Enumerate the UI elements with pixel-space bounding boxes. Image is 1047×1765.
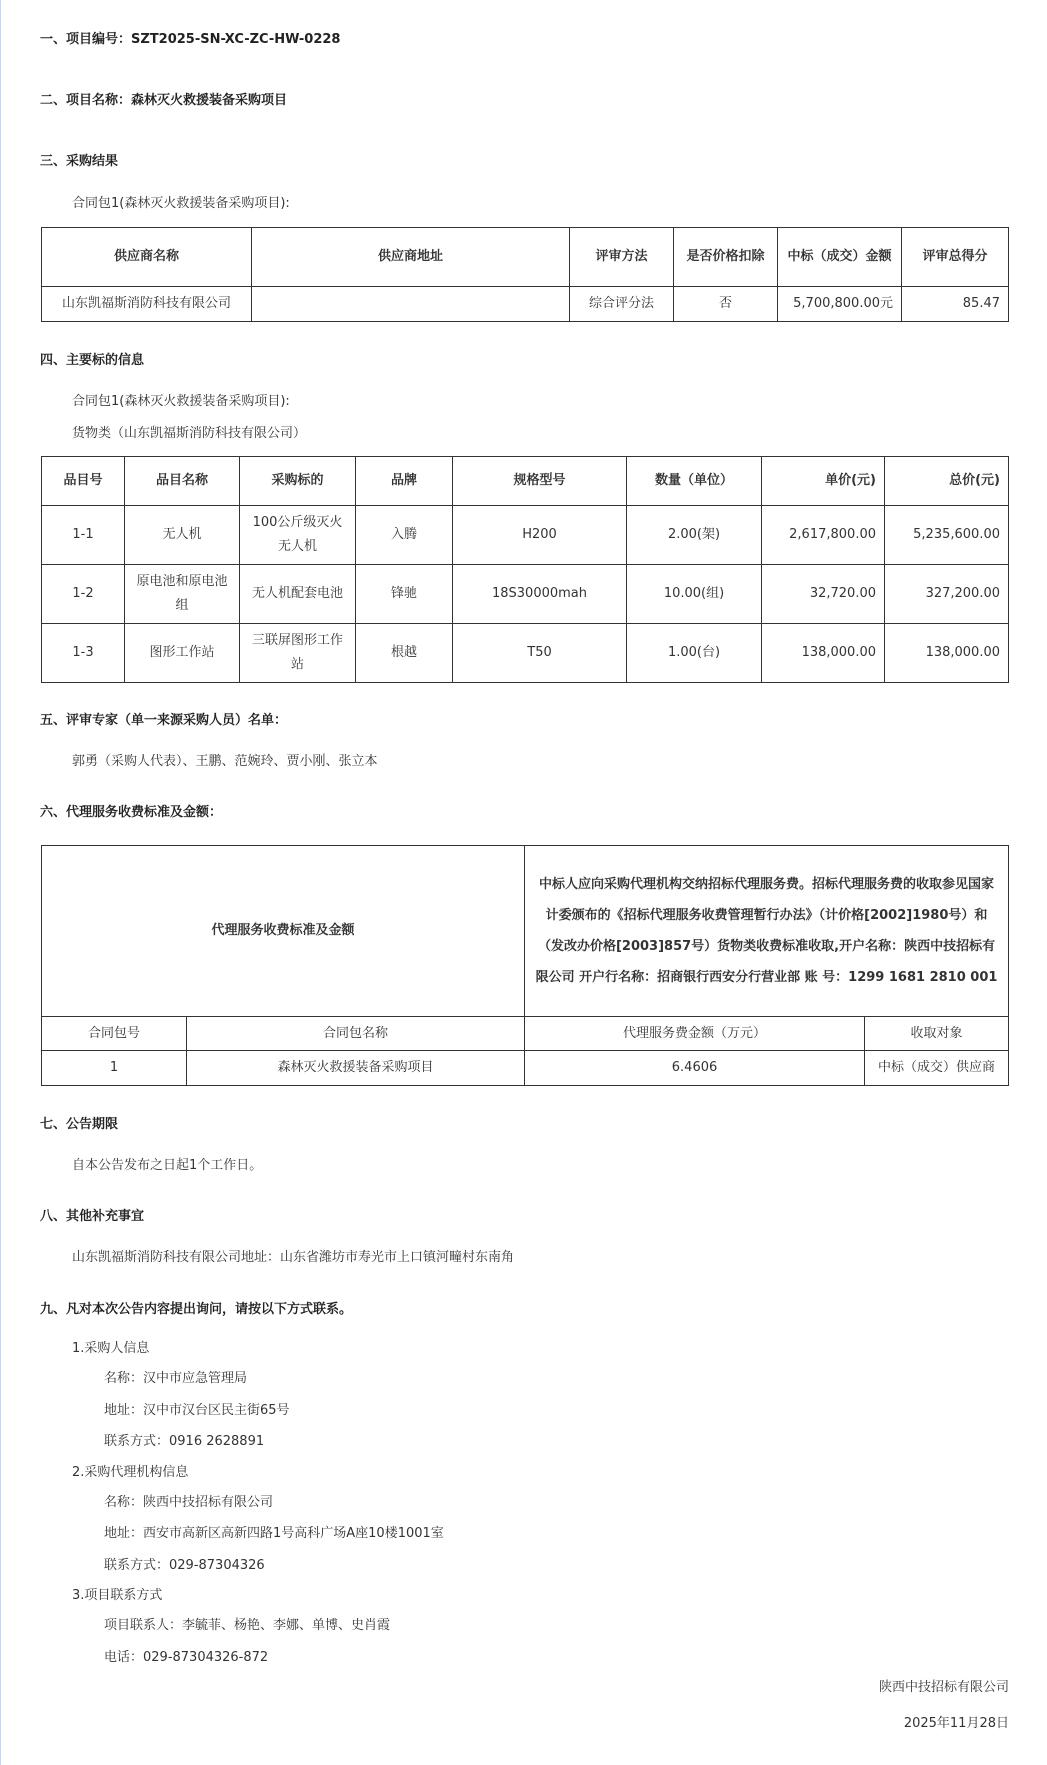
fee-amount: 6.4606 [525, 1051, 865, 1086]
items-header: 数量（单位） [627, 457, 762, 506]
item-brand: 入腾 [356, 506, 453, 565]
bid-amount: 5,700,800.00元 [778, 287, 902, 322]
items-header: 品目名称 [125, 457, 240, 506]
fee-package-name: 森林灭火救援装备采购项目 [187, 1051, 525, 1086]
fee-package-number: 1 [42, 1051, 187, 1086]
item-total-price: 138,000.00 [885, 624, 1009, 683]
footer-organization: 陕西中技招标有限公司 [878, 1680, 1009, 1695]
project-name: 二、项目名称：森林灭火救援装备采购项目 [40, 93, 288, 108]
item-model: 18S30000mah [453, 565, 627, 624]
footer-date: 2025年11月28日 [903, 1716, 1009, 1731]
supplement-text: 山东凯福斯消防科技有限公司地址：山东省潍坊市寿光市上口镇河疃村东南角 [72, 1250, 515, 1265]
purchaser-title: 1.采购人信息 [72, 1341, 150, 1356]
item-name: 原电池和原电池组 [125, 565, 240, 624]
item-model: H200 [453, 506, 627, 565]
items-header-row [42, 457, 1009, 506]
result-header: 中标（成交）金额 [778, 228, 902, 287]
purchaser-address: 地址：汉中市汉台区民主街65号 [104, 1403, 290, 1418]
item-number: 1-3 [42, 624, 125, 683]
table-row [42, 565, 1009, 624]
item-quantity: 10.00(组) [627, 565, 762, 624]
review-method: 综合评分法 [570, 287, 674, 322]
project-number: 一、项目编号：SZT2025-SN-XC-ZC-HW-0228 [40, 32, 341, 47]
fee-payer: 中标（成交）供应商 [865, 1051, 1009, 1086]
fee-header-row [42, 1017, 1009, 1051]
item-target: 三联屏图形工作站 [240, 624, 356, 683]
items-category-label: 货物类（山东凯福斯消防科技有限公司） [72, 426, 307, 441]
items-header: 品目号 [42, 457, 125, 506]
result-header: 供应商名称 [42, 228, 252, 287]
result-header: 评审方法 [570, 228, 674, 287]
item-total-price: 5,235,600.00 [885, 506, 1009, 565]
project-contact-phone: 电话：029-87304326-872 [104, 1650, 269, 1665]
table-row [42, 624, 1009, 683]
table-row [42, 506, 1009, 565]
item-target: 无人机配套电池 [240, 565, 356, 624]
fee-header: 合同包号 [42, 1017, 187, 1051]
project-contact-title: 3.项目联系方式 [72, 1588, 163, 1603]
fee-header: 合同包名称 [187, 1017, 525, 1051]
items-header: 品牌 [356, 457, 453, 506]
section-experts-title: 五、评审专家（单一来源采购人员）名单： [40, 713, 288, 728]
section-fee-title: 六、代理服务收费标准及金额： [40, 805, 223, 820]
item-unit-price: 138,000.00 [762, 624, 885, 683]
experts-list: 郭勇（采购人代表）、王鹏、范婉玲、贾小刚、张立本 [72, 754, 378, 769]
fee-table [41, 845, 1009, 1086]
section-contact-title: 九、凡对本次公告内容提出询问，请按以下方式联系。 [40, 1302, 353, 1317]
price-deduction: 否 [674, 287, 778, 322]
item-model: T50 [453, 624, 627, 683]
agency-name: 名称：陕西中技招标有限公司 [104, 1495, 274, 1510]
supplier-address [252, 287, 570, 322]
item-target: 100公斤级灭火无人机 [240, 506, 356, 565]
purchaser-phone: 联系方式：0916 2628891 [104, 1434, 265, 1449]
agency-title: 2.采购代理机构信息 [72, 1465, 189, 1480]
main-items-table [41, 456, 1009, 683]
announcement-period: 自本公告发布之日起1个工作日。 [72, 1158, 263, 1173]
items-header: 单价(元) [762, 457, 885, 506]
table-row [42, 1051, 1009, 1086]
item-brand: 根越 [356, 624, 453, 683]
section-supplement-title: 八、其他补充事宜 [40, 1209, 145, 1224]
fee-header: 收取对象 [865, 1017, 1009, 1051]
items-header: 采购标的 [240, 457, 356, 506]
item-quantity: 1.00(台) [627, 624, 762, 683]
item-number: 1-1 [42, 506, 125, 565]
fee-label: 代理服务收费标准及金额 [42, 846, 525, 1017]
result-header: 供应商地址 [252, 228, 570, 287]
supplier-name: 山东凯福斯消防科技有限公司 [42, 287, 252, 322]
item-name: 无人机 [125, 506, 240, 565]
item-unit-price: 32,720.00 [762, 565, 885, 624]
table-row [42, 287, 1009, 322]
items-package-label: 合同包1(森林灭火救援装备采购项目): [72, 394, 290, 409]
agency-phone: 联系方式：029-87304326 [104, 1558, 265, 1573]
result-header-row [42, 228, 1009, 287]
result-table [41, 227, 1009, 322]
items-header: 规格型号 [453, 457, 627, 506]
item-number: 1-2 [42, 565, 125, 624]
fee-standard-row [42, 846, 1009, 1017]
item-quantity: 2.00(架) [627, 506, 762, 565]
section-period-title: 七、公告期限 [40, 1117, 119, 1132]
result-header: 是否价格扣除 [674, 228, 778, 287]
item-brand: 锋驰 [356, 565, 453, 624]
result-package-label: 合同包1(森林灭火救援装备采购项目): [72, 196, 290, 211]
agency-address: 地址：西安市高新区高新四路1号高科广场A座10楼1001室 [104, 1526, 444, 1541]
section-result-title: 三、采购结果 [40, 154, 119, 169]
total-score: 85.47 [902, 287, 1009, 322]
item-total-price: 327,200.00 [885, 565, 1009, 624]
project-contact-people: 项目联系人：李毓菲、杨艳、李娜、单博、史肖霞 [104, 1618, 391, 1633]
fee-description: 中标人应向采购代理机构交纳招标代理服务费。招标代理服务费的收取参见国家计委颁布的《招标代理服务收费管理暂行办法》（计价格[2002]1980号）和（发改办价格[2003]857号）货物类收费标准收取,开户名称：陕西中技招标有限公司 开户行名称：招商银行西安分行营业部 账 号：1299 1681 2810 001 [525, 846, 1009, 1017]
result-header: 评审总得分 [902, 228, 1009, 287]
items-header: 总价(元) [885, 457, 1009, 506]
fee-header: 代理服务费金额（万元） [525, 1017, 865, 1051]
item-unit-price: 2,617,800.00 [762, 506, 885, 565]
purchaser-name: 名称：汉中市应急管理局 [104, 1371, 248, 1386]
section-main-items-title: 四、主要标的信息 [40, 353, 145, 368]
item-name: 图形工作站 [125, 624, 240, 683]
